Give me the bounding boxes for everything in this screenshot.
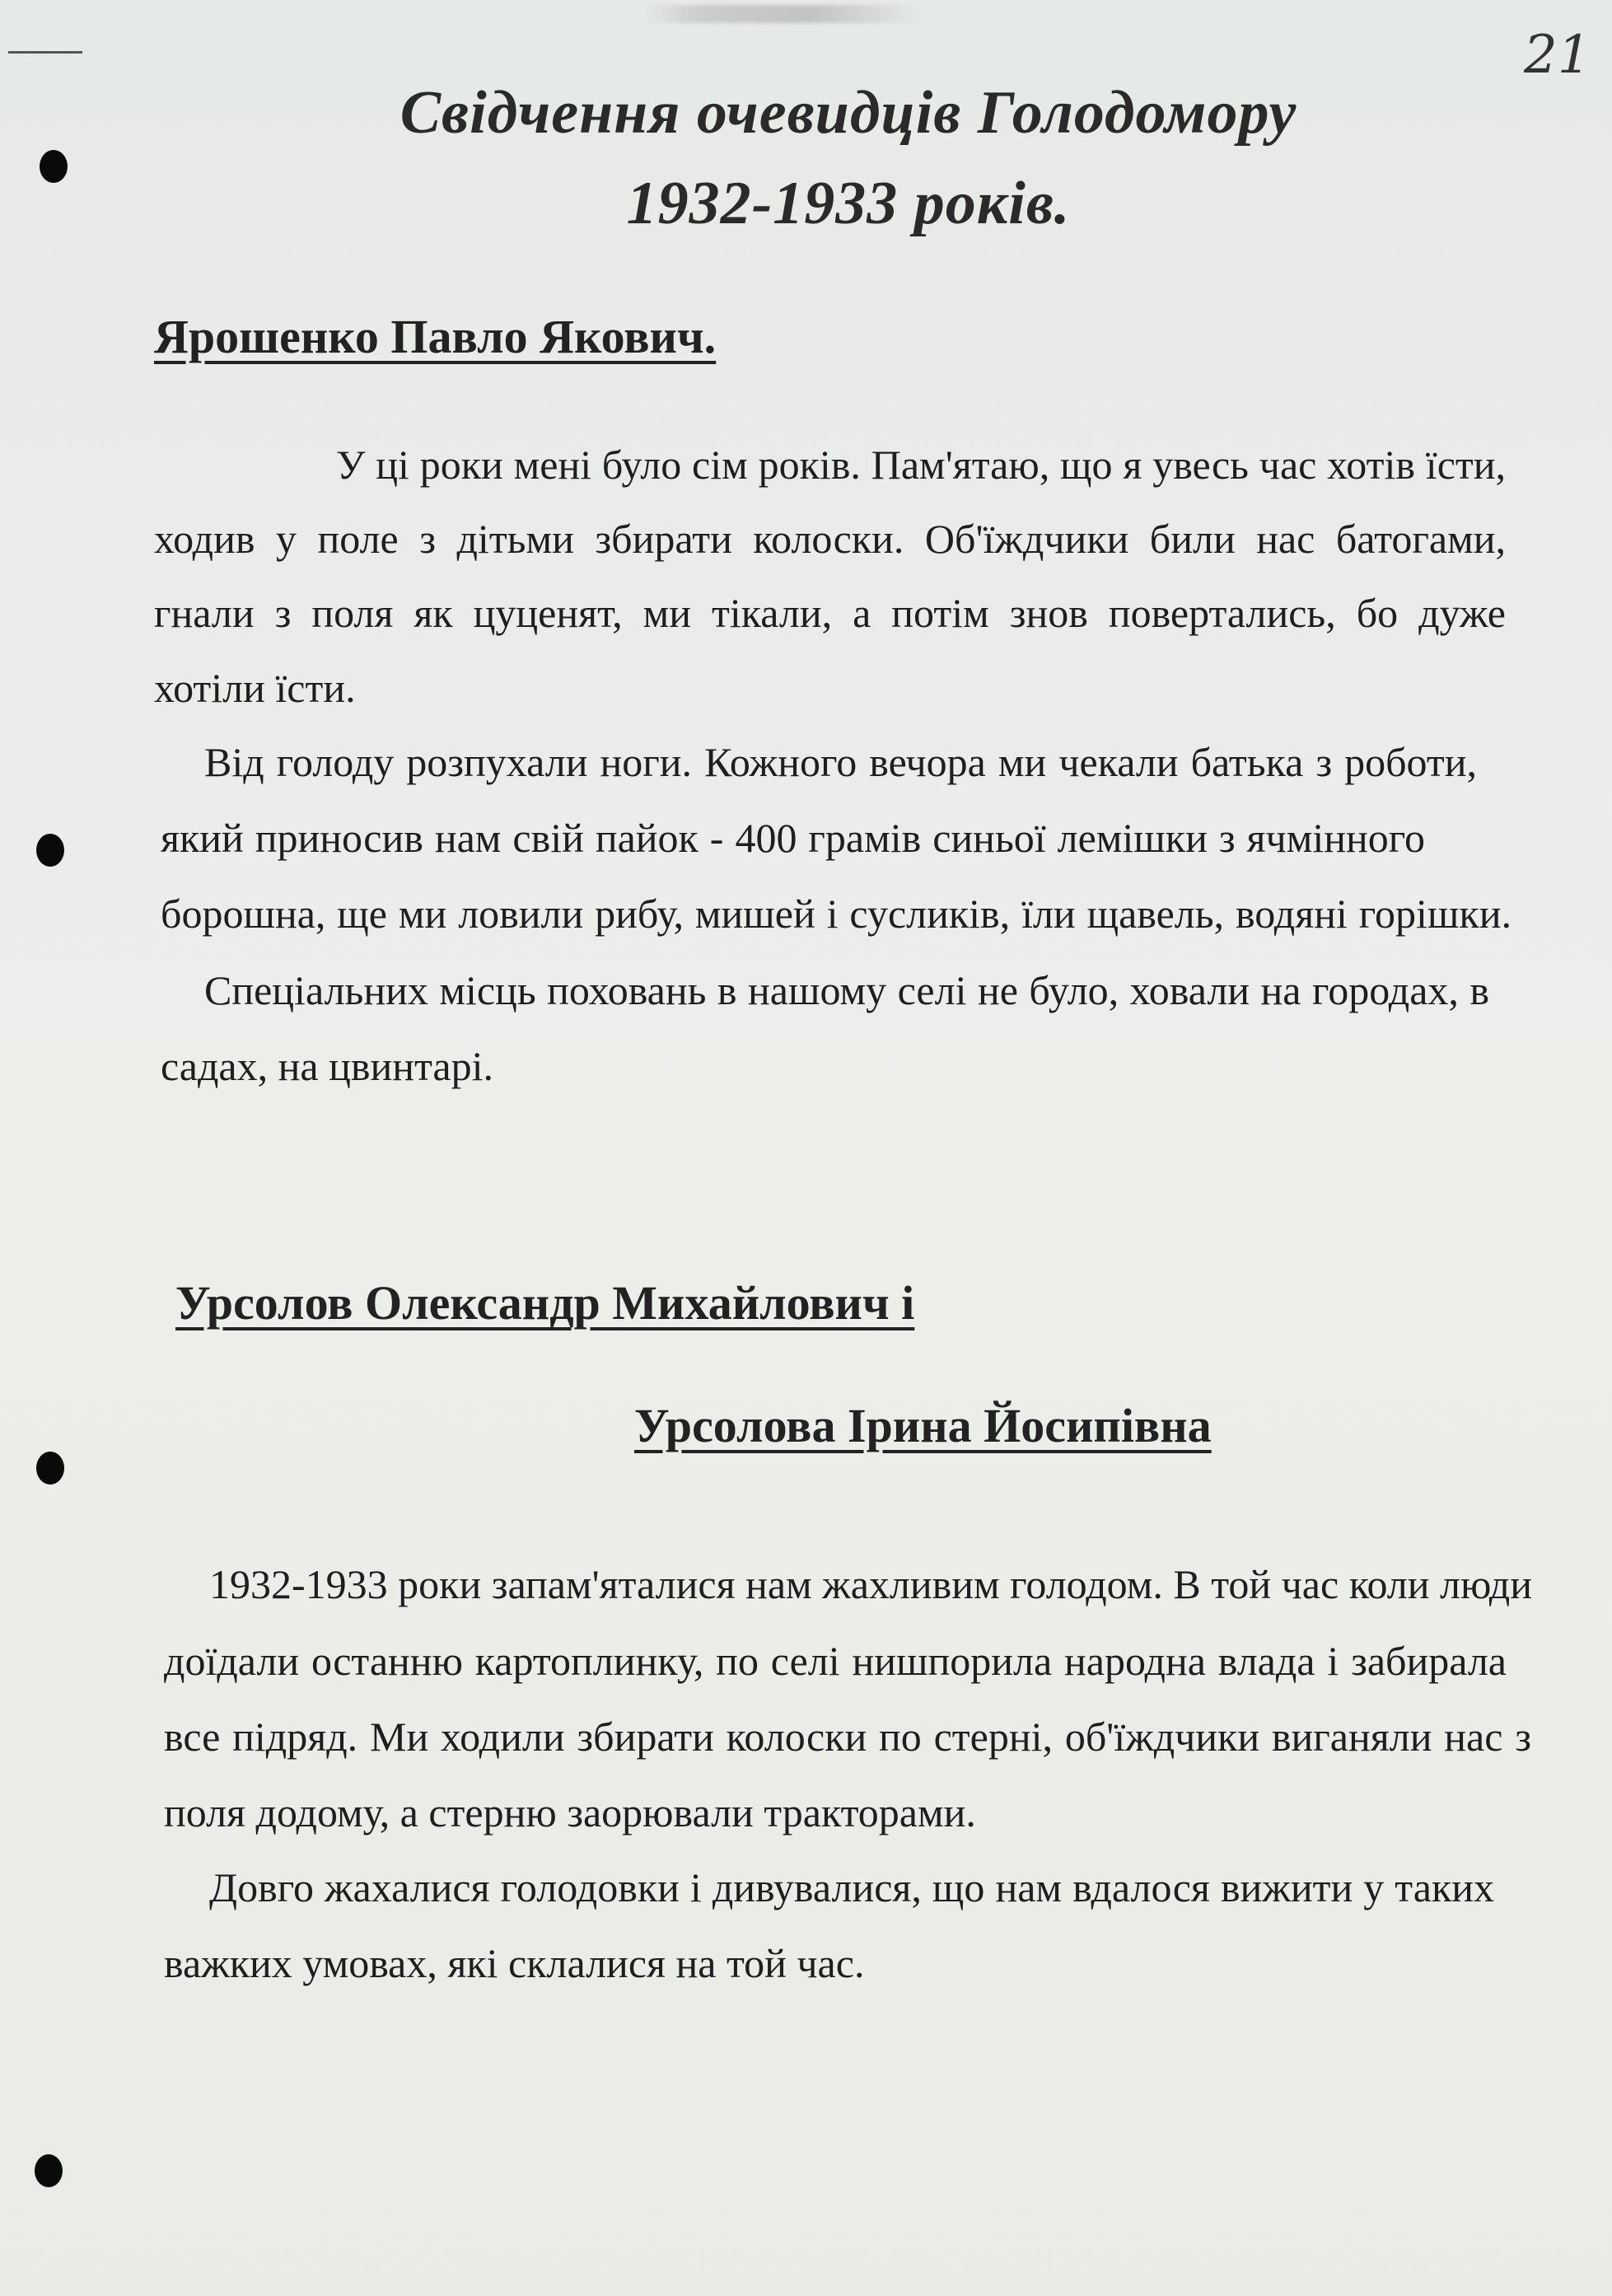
text-line: садах, на цвинтарі.	[161, 1043, 494, 1089]
text-line: 1932-1933 роки запам'яталися нам жахливим голодом. В той час коли люди	[209, 1561, 1532, 1607]
punch-hole	[35, 2154, 63, 2187]
faded-stamp	[642, 5, 923, 23]
text-line: доїдали останню картоплинку, по селі нишпорила народна влада і забирала	[164, 1638, 1507, 1684]
witness-name-heading: Урсолов Олександр Михайлович і	[175, 1276, 915, 1330]
text-line: все підряд. Ми ходили збирати колоски по стерні, об'їждчики виганяли нас з	[164, 1714, 1531, 1760]
witness-name-heading: Ярошенко Павло Якович.	[154, 310, 717, 363]
text-line: важких умовах, які склалися на той час.	[164, 1940, 865, 1986]
scan-mark	[8, 51, 82, 54]
text-line: гнали з поля як цуценят, ми тікали, а потім знов повертались, бо дуже	[154, 590, 1506, 636]
text-line: Від голоду розпухали ноги. Кожного вечора ми чекали батька з роботи,	[204, 739, 1477, 785]
witness-name-heading: Урсолова Ірина Йосипівна	[634, 1399, 1212, 1452]
text-line: У ці роки мені було сім років. Пам'ятаю, що я увесь час хотів їсти,	[336, 442, 1506, 488]
text-line: поля додому, а стерню заорювали тракторами.	[164, 1789, 976, 1835]
page-number: 21	[1524, 25, 1591, 86]
punch-hole	[36, 834, 64, 867]
document-title-line-1: Свідчення очевидців Голодомору	[399, 79, 1297, 147]
text-line: хотіли їсти.	[154, 665, 356, 711]
punch-hole	[36, 1452, 64, 1485]
text-line: борошна, ще ми ловили рибу, мишей і сусликів, їли щавель, водяні горішки.	[161, 891, 1512, 937]
text-line: Довго жахалися голодовки і дивувалися, що нам вдалося вижити у таких	[209, 1864, 1494, 1910]
document-title-line-2: 1932-1933 років.	[626, 170, 1071, 237]
text-line: ходив у поле з дітьми збирати колоски. Об'їждчики били нас батогами,	[154, 516, 1506, 562]
text-line: Спеціальних місць поховань в нашому селі не було, ховали на городах, в	[204, 967, 1489, 1013]
text-line: який приносив нам свій пайок - 400 грамів синьої лемішки з ячмінного	[161, 815, 1425, 861]
